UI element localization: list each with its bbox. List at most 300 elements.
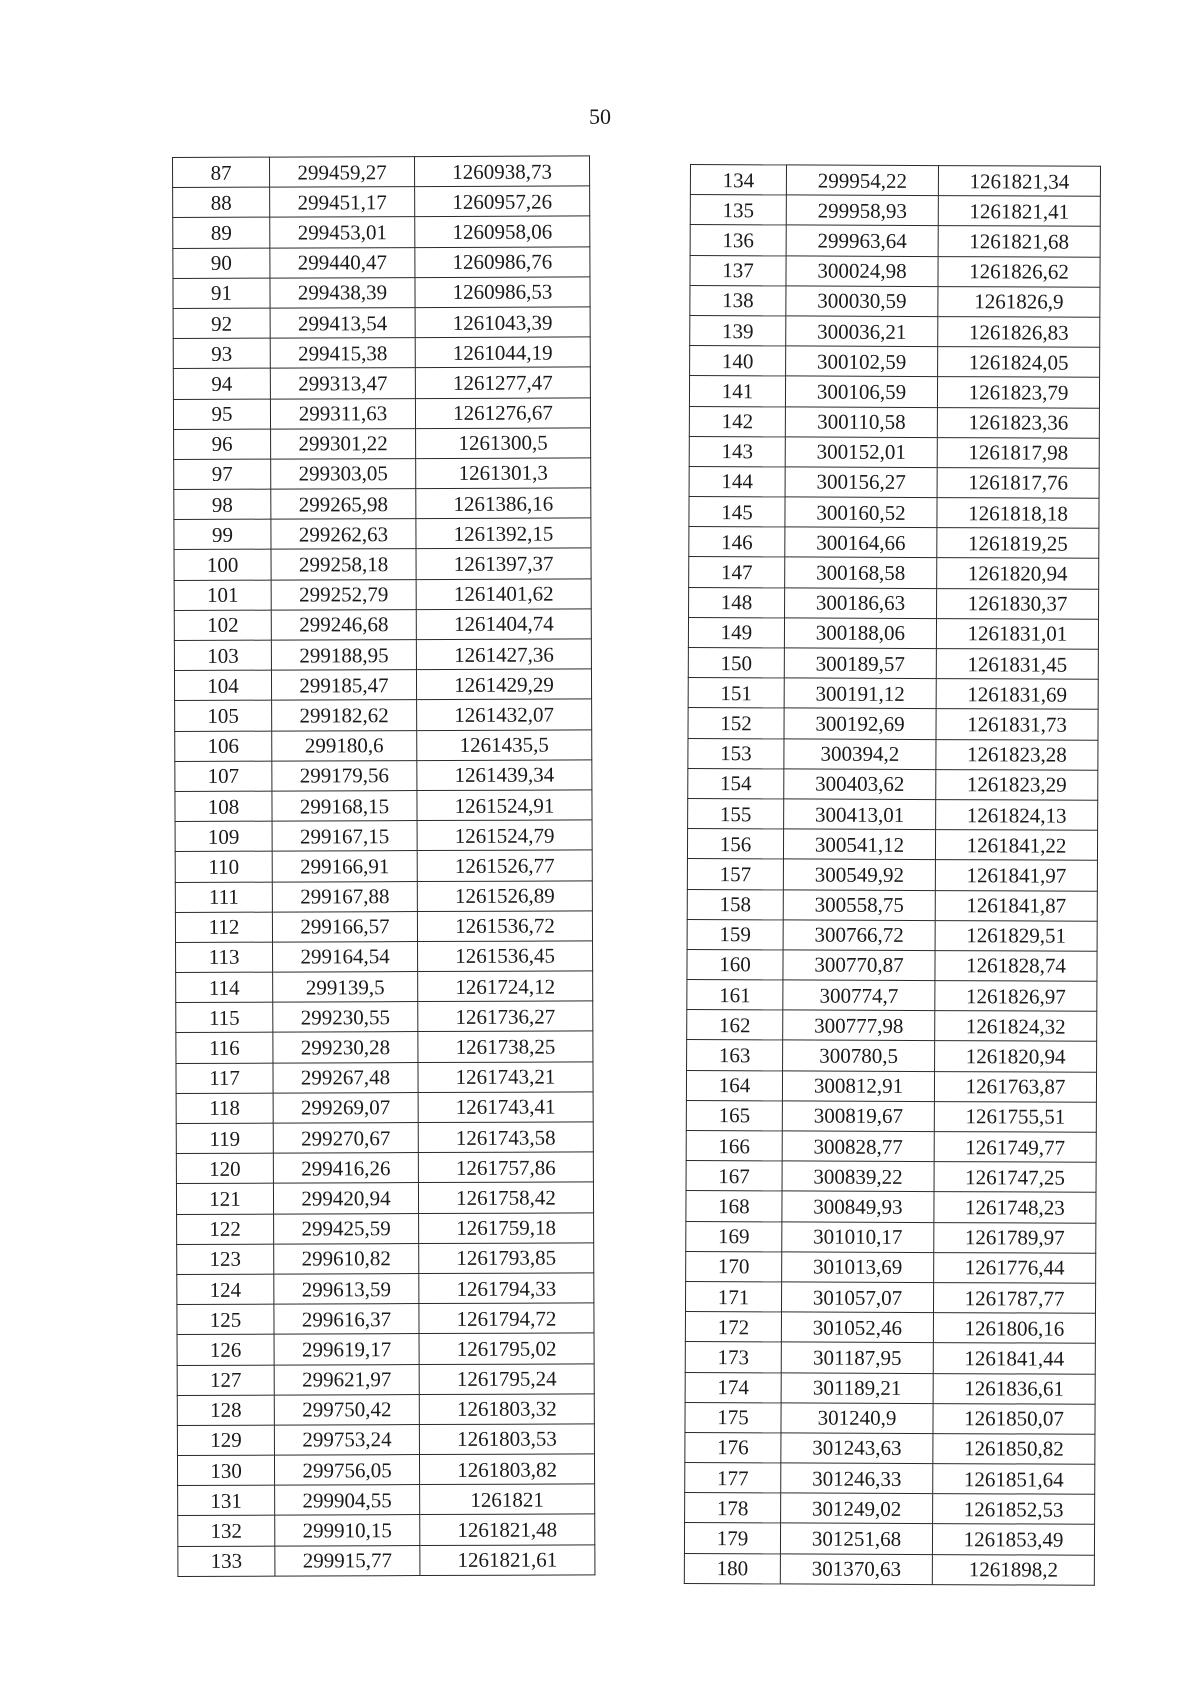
- point-number-cell: 113: [176, 942, 273, 973]
- y-coordinate-cell: 1261763,87: [934, 1071, 1096, 1102]
- table-row: [685, 1493, 1095, 1525]
- x-coordinate-cell: 299182,62: [272, 700, 417, 731]
- point-number-cell: 115: [176, 1002, 273, 1033]
- table-row: [685, 1312, 1095, 1344]
- point-number-cell: 88: [173, 187, 270, 218]
- point-number-cell: 137: [690, 255, 786, 286]
- x-coordinate-cell: 300188,06: [784, 618, 936, 649]
- x-coordinate-cell: 299303,05: [271, 458, 416, 489]
- x-coordinate-cell: 301052,46: [781, 1312, 933, 1343]
- point-number-cell: 131: [178, 1485, 275, 1516]
- table-row: [686, 1100, 1096, 1132]
- table-row: [687, 889, 1097, 921]
- point-number-cell: 130: [177, 1455, 274, 1486]
- table-row: [690, 346, 1100, 378]
- x-coordinate-cell: 299416,26: [273, 1153, 418, 1184]
- table-row: [690, 195, 1100, 227]
- x-coordinate-cell: 299425,59: [274, 1213, 419, 1244]
- x-coordinate-cell: 300394,2: [784, 738, 936, 769]
- point-number-cell: 107: [175, 761, 272, 792]
- y-coordinate-cell: 1261823,29: [936, 769, 1098, 800]
- y-coordinate-cell: 1261759,18: [419, 1212, 594, 1243]
- point-number-cell: 145: [689, 497, 785, 528]
- y-coordinate-cell: 1261851,64: [933, 1464, 1095, 1495]
- y-coordinate-cell: 1261831,45: [936, 649, 1098, 680]
- x-coordinate-cell: 301251,68: [780, 1523, 932, 1554]
- point-number-cell: 169: [686, 1221, 782, 1252]
- table-row: [689, 527, 1099, 559]
- x-coordinate-cell: 299610,82: [274, 1243, 419, 1274]
- table-row: [177, 1454, 594, 1486]
- table-row: [175, 699, 592, 731]
- coordinates-table-right: [684, 164, 1101, 1586]
- table-row: [176, 1092, 593, 1124]
- y-coordinate-cell: 1261793,85: [419, 1243, 594, 1274]
- x-coordinate-cell: 299954,22: [786, 165, 938, 196]
- x-coordinate-cell: 299166,91: [272, 851, 417, 882]
- point-number-cell: 114: [176, 972, 273, 1003]
- x-coordinate-cell: 299258,18: [271, 549, 416, 580]
- y-coordinate-cell: 1261826,62: [938, 256, 1100, 287]
- point-number-cell: 151: [688, 678, 784, 709]
- y-coordinate-cell: 1261435,5: [417, 729, 592, 760]
- x-coordinate-cell: 300839,22: [782, 1161, 934, 1192]
- table-row: [173, 367, 590, 399]
- y-coordinate-cell: 1261820,94: [937, 558, 1099, 589]
- y-coordinate-cell: 1261852,53: [933, 1494, 1095, 1525]
- y-coordinate-cell: 1261853,49: [932, 1524, 1094, 1555]
- x-coordinate-cell: 299753,24: [274, 1424, 419, 1455]
- y-coordinate-cell: 1261738,25: [418, 1031, 593, 1062]
- point-number-cell: 165: [686, 1100, 782, 1131]
- y-coordinate-cell: 1261821,34: [938, 166, 1100, 197]
- table-row: [686, 1070, 1096, 1102]
- y-coordinate-cell: 1261776,44: [934, 1252, 1096, 1283]
- point-number-cell: 89: [173, 218, 270, 249]
- point-number-cell: 117: [176, 1063, 273, 1094]
- point-number-cell: 167: [686, 1161, 782, 1192]
- table-row: [689, 587, 1099, 619]
- point-number-cell: 136: [690, 225, 786, 256]
- x-coordinate-cell: 299756,05: [274, 1455, 419, 1486]
- point-number-cell: 174: [685, 1372, 781, 1403]
- y-coordinate-cell: 1261826,97: [935, 981, 1097, 1012]
- table-row: [176, 1152, 593, 1184]
- table-row: [685, 1402, 1095, 1434]
- table-row: [685, 1463, 1095, 1495]
- table-row: [173, 246, 590, 278]
- y-coordinate-cell: 1261829,51: [935, 920, 1097, 951]
- point-number-cell: 139: [690, 315, 786, 346]
- table-row: [173, 156, 590, 188]
- y-coordinate-cell: 1261823,28: [936, 739, 1098, 770]
- x-coordinate-cell: 299621,97: [274, 1364, 419, 1395]
- y-coordinate-cell: 1261806,16: [933, 1313, 1095, 1344]
- table-row: [685, 1281, 1095, 1313]
- y-coordinate-cell: 1261831,69: [936, 679, 1098, 710]
- table-row: [174, 579, 591, 611]
- x-coordinate-cell: 300160,52: [785, 497, 937, 528]
- point-number-cell: 158: [687, 889, 783, 920]
- point-number-cell: 120: [176, 1153, 273, 1184]
- x-coordinate-cell: 299179,56: [272, 760, 417, 791]
- table-row: [177, 1273, 594, 1305]
- y-coordinate-cell: 1261787,77: [933, 1283, 1095, 1314]
- point-number-cell: 122: [177, 1214, 274, 1245]
- y-coordinate-cell: 1261276,67: [415, 397, 590, 428]
- x-coordinate-cell: 300036,21: [786, 316, 938, 347]
- point-number-cell: 134: [690, 165, 786, 196]
- point-number-cell: 126: [177, 1334, 274, 1365]
- table-row: [174, 609, 591, 641]
- y-coordinate-cell: 1261743,41: [418, 1092, 593, 1123]
- x-coordinate-cell: 299270,67: [273, 1123, 418, 1154]
- point-number-cell: 142: [689, 406, 785, 437]
- y-coordinate-cell: 1261831,73: [936, 709, 1098, 740]
- point-number-cell: 172: [685, 1312, 781, 1343]
- x-coordinate-cell: 299188,95: [271, 640, 416, 671]
- y-coordinate-cell: 1261821,41: [938, 196, 1100, 227]
- y-coordinate-cell: 1261401,62: [416, 579, 591, 610]
- y-coordinate-cell: 1261824,13: [936, 800, 1098, 831]
- table-row: [688, 768, 1098, 800]
- y-coordinate-cell: 1261841,22: [935, 830, 1097, 861]
- x-coordinate-cell: 301246,33: [781, 1463, 933, 1494]
- table-row: [688, 738, 1098, 770]
- x-coordinate-cell: 299164,54: [273, 941, 418, 972]
- x-coordinate-cell: 299453,01: [270, 217, 415, 248]
- x-coordinate-cell: 299301,22: [271, 428, 416, 459]
- y-coordinate-cell: 1261821,48: [420, 1514, 595, 1545]
- page-number: 50: [589, 104, 611, 129]
- point-number-cell: 108: [175, 791, 272, 822]
- y-coordinate-cell: 1261817,76: [937, 467, 1099, 498]
- point-number-cell: 101: [174, 580, 271, 611]
- x-coordinate-cell: 301013,69: [782, 1252, 934, 1283]
- table-row: [176, 1122, 593, 1154]
- y-coordinate-cell: 1261392,15: [416, 518, 591, 549]
- x-coordinate-cell: 300024,98: [786, 255, 938, 286]
- point-number-cell: 180: [684, 1553, 780, 1584]
- x-coordinate-cell: 300102,59: [786, 346, 938, 377]
- table-row: [176, 1031, 593, 1063]
- point-number-cell: 159: [687, 919, 783, 950]
- point-number-cell: 91: [173, 278, 270, 309]
- x-coordinate-cell: 299958,93: [786, 195, 938, 226]
- x-coordinate-cell: 299619,17: [274, 1334, 419, 1365]
- table-row: [687, 829, 1097, 861]
- y-coordinate-cell: 1261826,9: [938, 286, 1100, 317]
- x-coordinate-cell: 299262,63: [271, 519, 416, 550]
- x-coordinate-cell: 299267,48: [273, 1062, 418, 1093]
- x-coordinate-cell: 299166,57: [272, 911, 417, 942]
- y-coordinate-cell: 1260986,76: [415, 246, 590, 277]
- x-coordinate-cell: 299311,63: [270, 398, 415, 429]
- x-coordinate-cell: 300156,27: [785, 467, 937, 498]
- table-row: [175, 850, 592, 882]
- point-number-cell: 176: [685, 1432, 781, 1463]
- x-coordinate-cell: 301010,17: [782, 1221, 934, 1252]
- x-coordinate-cell: 299313,47: [270, 368, 415, 399]
- y-coordinate-cell: 1261747,25: [934, 1162, 1096, 1193]
- point-number-cell: 135: [690, 195, 786, 226]
- point-number-cell: 128: [177, 1395, 274, 1426]
- point-number-cell: 150: [688, 647, 784, 678]
- point-number-cell: 153: [688, 738, 784, 769]
- y-coordinate-cell: 1261826,83: [938, 317, 1100, 348]
- table-row: [177, 1333, 594, 1365]
- table-row: [689, 406, 1099, 438]
- point-number-cell: 99: [174, 519, 271, 550]
- x-coordinate-cell: 300819,67: [782, 1101, 934, 1132]
- table-row: [177, 1243, 594, 1275]
- table-row: [687, 980, 1097, 1012]
- point-number-cell: 177: [685, 1463, 781, 1494]
- table-row: [687, 1040, 1097, 1072]
- x-coordinate-cell: 299910,15: [275, 1515, 420, 1546]
- x-coordinate-cell: 299440,47: [270, 247, 415, 278]
- point-number-cell: 124: [177, 1274, 274, 1305]
- x-coordinate-cell: 300541,12: [783, 829, 935, 860]
- y-coordinate-cell: 1261044,19: [415, 337, 590, 368]
- y-coordinate-cell: 1261526,89: [417, 880, 592, 911]
- point-number-cell: 95: [173, 399, 270, 430]
- table-row: [685, 1342, 1095, 1374]
- x-coordinate-cell: 300766,72: [783, 920, 935, 951]
- table-row: [177, 1424, 594, 1456]
- y-coordinate-cell: 1260957,26: [415, 186, 590, 217]
- table-row: [175, 790, 592, 822]
- point-number-cell: 110: [175, 851, 272, 882]
- table-row: [175, 729, 592, 761]
- point-number-cell: 163: [687, 1040, 783, 1071]
- x-coordinate-cell: 299230,28: [273, 1032, 418, 1063]
- point-number-cell: 90: [173, 248, 270, 279]
- y-coordinate-cell: 1261803,32: [419, 1394, 594, 1425]
- x-coordinate-cell: 300106,59: [785, 376, 937, 407]
- table-row: [174, 639, 591, 671]
- point-number-cell: 141: [689, 376, 785, 407]
- y-coordinate-cell: 1261850,82: [933, 1433, 1095, 1464]
- point-number-cell: 105: [175, 700, 272, 731]
- y-coordinate-cell: 1261755,51: [934, 1101, 1096, 1132]
- point-number-cell: 102: [174, 610, 271, 641]
- point-number-cell: 160: [687, 949, 783, 980]
- coordinates-table-left: [172, 155, 595, 1576]
- y-coordinate-cell: 1261820,94: [935, 1041, 1097, 1072]
- table-row: [175, 760, 592, 792]
- x-coordinate-cell: 299420,94: [273, 1183, 418, 1214]
- y-coordinate-cell: 1261043,39: [415, 307, 590, 338]
- x-coordinate-cell: 299904,55: [275, 1485, 420, 1516]
- x-coordinate-cell: 300413,01: [784, 799, 936, 830]
- table-row: [173, 186, 590, 218]
- x-coordinate-cell: 299269,07: [273, 1092, 418, 1123]
- x-coordinate-cell: 301370,63: [780, 1554, 932, 1585]
- x-coordinate-cell: 299438,39: [270, 277, 415, 308]
- table-row: [690, 255, 1100, 287]
- point-number-cell: 123: [177, 1244, 274, 1275]
- table-row: [688, 798, 1098, 830]
- point-number-cell: 173: [685, 1342, 781, 1373]
- table-row: [175, 911, 592, 943]
- point-number-cell: 104: [174, 670, 271, 701]
- y-coordinate-cell: 1261823,36: [937, 407, 1099, 438]
- x-coordinate-cell: 299616,37: [274, 1304, 419, 1335]
- x-coordinate-cell: 300168,58: [785, 557, 937, 588]
- x-coordinate-cell: 299265,98: [271, 489, 416, 520]
- y-coordinate-cell: 1261524,91: [417, 790, 592, 821]
- table-row: [174, 518, 591, 550]
- x-coordinate-cell: 299915,77: [275, 1545, 420, 1576]
- point-number-cell: 168: [686, 1191, 782, 1222]
- table-row: [687, 919, 1097, 951]
- y-coordinate-cell: 1261749,77: [934, 1132, 1096, 1163]
- x-coordinate-cell: 299252,79: [271, 579, 416, 610]
- table-row: [690, 165, 1100, 197]
- table-row: [176, 1062, 593, 1094]
- table-row: [689, 557, 1099, 589]
- x-coordinate-cell: 301187,95: [781, 1342, 933, 1373]
- point-number-cell: 155: [688, 798, 784, 829]
- y-coordinate-cell: 1261898,2: [932, 1554, 1094, 1585]
- y-coordinate-cell: 1261821: [420, 1484, 595, 1515]
- table-row: [175, 880, 592, 912]
- x-coordinate-cell: 300110,58: [785, 406, 937, 437]
- x-coordinate-cell: 301243,63: [781, 1433, 933, 1464]
- table-row: [686, 1221, 1096, 1253]
- x-coordinate-cell: 300774,7: [783, 980, 935, 1011]
- table-row: [173, 397, 590, 429]
- y-coordinate-cell: 1261300,5: [416, 428, 591, 459]
- point-number-cell: 132: [178, 1516, 275, 1547]
- x-coordinate-cell: 299750,42: [274, 1394, 419, 1425]
- y-coordinate-cell: 1261301,3: [416, 458, 591, 489]
- point-number-cell: 149: [688, 617, 784, 648]
- x-coordinate-cell: 299167,15: [272, 821, 417, 852]
- x-coordinate-cell: 299185,47: [271, 670, 416, 701]
- x-coordinate-cell: 299168,15: [272, 791, 417, 822]
- point-number-cell: 143: [689, 436, 785, 467]
- table-row: [174, 488, 591, 520]
- point-number-cell: 179: [684, 1523, 780, 1554]
- y-coordinate-cell: 1260958,06: [415, 216, 590, 247]
- point-number-cell: 87: [173, 157, 270, 188]
- table-row: [686, 1161, 1096, 1193]
- point-number-cell: 106: [175, 731, 272, 762]
- table-row: [689, 466, 1099, 498]
- x-coordinate-cell: 300770,87: [783, 950, 935, 981]
- y-coordinate-cell: 1261831,01: [936, 618, 1098, 649]
- x-coordinate-cell: 299415,38: [270, 338, 415, 369]
- y-coordinate-cell: 1261724,12: [418, 971, 593, 1002]
- table-row: [178, 1514, 595, 1546]
- point-number-cell: 178: [685, 1493, 781, 1524]
- y-coordinate-cell: 1261736,27: [418, 1001, 593, 1032]
- table-row: [690, 315, 1100, 347]
- point-number-cell: 97: [174, 459, 271, 490]
- table-row: [176, 1001, 593, 1033]
- table-row: [684, 1553, 1094, 1585]
- table-row: [174, 458, 591, 490]
- x-coordinate-cell: 300849,93: [782, 1191, 934, 1222]
- y-coordinate-cell: 1261526,77: [417, 850, 592, 881]
- point-number-cell: 162: [687, 1010, 783, 1041]
- y-coordinate-cell: 1261789,97: [934, 1222, 1096, 1253]
- point-number-cell: 103: [174, 640, 271, 671]
- y-coordinate-cell: 1261836,61: [933, 1373, 1095, 1404]
- y-coordinate-cell: 1261821,61: [420, 1545, 595, 1576]
- point-number-cell: 127: [177, 1365, 274, 1396]
- point-number-cell: 164: [686, 1070, 782, 1101]
- x-coordinate-cell: 300164,66: [785, 527, 937, 558]
- point-number-cell: 170: [686, 1251, 782, 1282]
- x-coordinate-cell: 300030,59: [786, 286, 938, 317]
- table-row: [690, 225, 1100, 257]
- table-row: [176, 1182, 593, 1214]
- point-number-cell: 118: [176, 1093, 273, 1124]
- table-row: [177, 1394, 594, 1426]
- table-row: [688, 617, 1098, 649]
- x-coordinate-cell: 301189,21: [781, 1372, 933, 1403]
- x-coordinate-cell: 299180,6: [272, 730, 417, 761]
- y-coordinate-cell: 1261821,68: [938, 226, 1100, 257]
- point-number-cell: 161: [687, 980, 783, 1011]
- y-coordinate-cell: 1261794,72: [419, 1303, 594, 1334]
- point-number-cell: 109: [175, 821, 272, 852]
- y-coordinate-cell: 1261386,16: [416, 488, 591, 519]
- x-coordinate-cell: 301240,9: [781, 1403, 933, 1434]
- table-row: [685, 1372, 1095, 1404]
- x-coordinate-cell: 300777,98: [783, 1010, 935, 1041]
- y-coordinate-cell: 1261404,74: [416, 609, 591, 640]
- x-coordinate-cell: 300186,63: [785, 588, 937, 619]
- table-row: [684, 1523, 1094, 1555]
- point-number-cell: 125: [177, 1304, 274, 1335]
- table-row: [689, 376, 1099, 408]
- y-coordinate-cell: 1261524,79: [417, 820, 592, 851]
- y-coordinate-cell: 1261818,18: [937, 498, 1099, 529]
- y-coordinate-cell: 1261841,44: [933, 1343, 1095, 1374]
- point-number-cell: 154: [688, 768, 784, 799]
- x-coordinate-cell: 299413,54: [270, 308, 415, 339]
- y-coordinate-cell: 1261803,53: [419, 1424, 594, 1455]
- point-number-cell: 93: [173, 338, 270, 369]
- table-row: [176, 941, 593, 973]
- x-coordinate-cell: 300549,92: [783, 859, 935, 890]
- table-row: [173, 307, 590, 339]
- table-row: [174, 669, 591, 701]
- table-row: [178, 1484, 595, 1516]
- point-number-cell: 166: [686, 1130, 782, 1161]
- point-number-cell: 138: [690, 285, 786, 316]
- y-coordinate-cell: 1260938,73: [415, 156, 590, 187]
- y-coordinate-cell: 1261828,74: [935, 950, 1097, 981]
- x-coordinate-cell: 300812,91: [782, 1071, 934, 1102]
- y-coordinate-cell: 1261830,37: [937, 588, 1099, 619]
- y-coordinate-cell: 1261841,97: [935, 860, 1097, 891]
- x-coordinate-cell: 300403,62: [784, 769, 936, 800]
- y-coordinate-cell: 1261819,25: [937, 528, 1099, 559]
- x-coordinate-cell: 299246,68: [271, 609, 416, 640]
- table-row: [688, 678, 1098, 710]
- point-number-cell: 175: [685, 1402, 781, 1433]
- x-coordinate-cell: 299963,64: [786, 225, 938, 256]
- y-coordinate-cell: 1261757,86: [418, 1152, 593, 1183]
- point-number-cell: 112: [175, 912, 272, 943]
- table-row: [690, 285, 1100, 317]
- y-coordinate-cell: 1261432,07: [417, 699, 592, 730]
